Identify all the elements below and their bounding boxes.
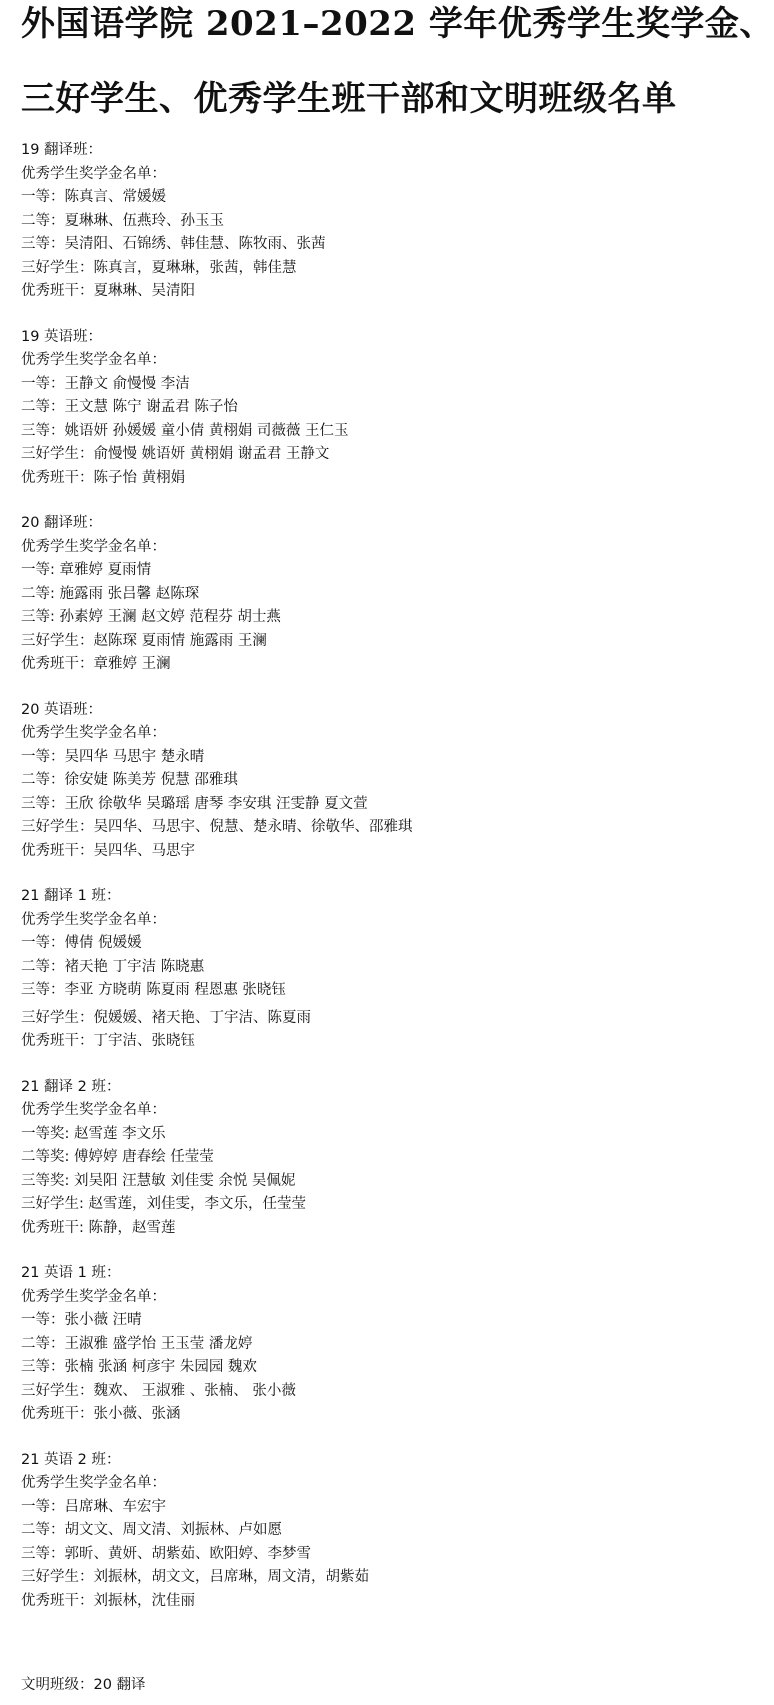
class-section-20-english — [21, 699, 661, 864]
class-name: 19 翻译班： — [21, 142, 103, 158]
class-cadre-line: 优秀班干：吴四华、马思宇 — [21, 842, 195, 859]
second-prize-line: 二等：褚天艳 丁宇洁 陈晓惠 — [21, 958, 205, 975]
merit-student-line: 三好学生：魏欢、 王淑雅 、张楠、 张小薇 — [21, 1382, 296, 1399]
class-name: 20 翻译班： — [21, 515, 103, 531]
class-section-21-translation-2 — [21, 1076, 661, 1241]
first-prize-line: 一等：吴四华 马思宇 楚永晴 — [21, 748, 205, 765]
first-prize-line: 一等: 章雅婷 夏雨情 — [21, 562, 152, 578]
second-prize-line: 二等：夏琳琳、伍燕玲、孙玉玉 — [21, 212, 224, 229]
class-section-21-translation-1 — [21, 885, 661, 1054]
merit-student-line: 三好学生: 赵雪莲，刘佳雯，李文乐，任莹莹 — [21, 1196, 306, 1212]
second-prize-line: 二等: 施露雨 张吕馨 赵陈琛 — [21, 585, 200, 602]
third-prize-line: 三等：张楠 张涵 柯彦宇 朱园园 魏欢 — [21, 1359, 257, 1375]
second-prize-line: 二等：王淑雅 盛学怡 王玉莹 潘龙婷 — [21, 1335, 253, 1352]
class-cadre-line: 优秀班干：章雅婷 王澜 — [21, 656, 171, 672]
first-prize-line: 一等：张小薇 汪晴 — [21, 1312, 142, 1328]
third-prize-line: 三等：王欣 徐敬华 吴璐瑶 唐琴 李安琪 汪雯静 夏文萱 — [21, 795, 368, 812]
first-prize-line: 一等：陈真言、常媛媛 — [21, 189, 166, 205]
third-prize-line: 三等: 孙素婷 王澜 赵文婷 范程芬 胡士燕 — [21, 609, 281, 625]
first-prize-line: 一等：王静文 俞慢慢 李洁 — [21, 375, 190, 392]
scholarship-heading: 优秀学生奖学金名单： — [21, 1475, 166, 1491]
class-name: 21 英语 1 班： — [21, 1265, 121, 1281]
class-cadre-line: 优秀班干：张小薇、张涵 — [21, 1406, 181, 1422]
second-prize-line: 二等：王文慧 陈宁 谢孟君 陈子怡 — [21, 399, 238, 415]
class-section-19-translation — [21, 139, 661, 304]
first-prize-line: 一等奖: 赵雪莲 李文乐 — [21, 1125, 166, 1142]
third-prize-line: 三等：李亚 方晓萌 陈夏雨 程恩惠 张晓钰 — [21, 982, 286, 998]
merit-student-line: 三好学生：陈真言，夏琳琳，张茜，韩佳慧 — [21, 259, 297, 276]
scholarship-heading: 优秀学生奖学金名单： — [21, 165, 166, 182]
class-name: 21 翻译 1 班： — [21, 888, 121, 904]
merit-student-line: 三好学生：刘振林，胡文文，吕席琳，周文清，胡紫茹 — [21, 1569, 369, 1585]
scholarship-heading: 优秀学生奖学金名单： — [21, 538, 166, 555]
merit-student-line: 三好学生：赵陈琛 夏雨情 施露雨 王澜 — [21, 632, 267, 649]
page-title-line-2: 三好学生、优秀学生班干部和文明班级名单 — [21, 79, 677, 119]
class-section-19-english — [21, 326, 661, 491]
award-list — [21, 139, 661, 1635]
third-prize-line: 三等：吴清阳、石锦绣、韩佳慧、陈牧雨、张茜 — [21, 236, 326, 252]
civilized-class-line: 文明班级：20 翻译 — [21, 1677, 146, 1693]
scholarship-heading: 优秀学生奖学金名单： — [21, 911, 166, 928]
second-prize-line: 二等：胡文文、周文清、刘振林、卢如愿 — [21, 1522, 282, 1538]
class-name: 21 翻译 2 班： — [21, 1078, 121, 1095]
class-cadre-line: 优秀班干：刘振林，沈佳丽 — [21, 1592, 195, 1609]
class-section-20-translation — [21, 512, 661, 677]
first-prize-line: 一等：吕席琳、车宏宇 — [21, 1498, 166, 1515]
first-prize-line: 一等：傅倩 倪媛媛 — [21, 935, 142, 951]
scholarship-heading: 优秀学生奖学金名单： — [21, 725, 166, 741]
scholarship-heading: 优秀学生奖学金名单： — [21, 1102, 166, 1118]
class-cadre-line: 优秀班干：陈子怡 黄栩娟 — [21, 469, 186, 486]
merit-student-line: 三好学生：俞慢慢 姚语妍 黄栩娟 谢孟君 王静文 — [21, 446, 330, 462]
class-section-21-english-1 — [21, 1262, 661, 1427]
scholarship-heading: 优秀学生奖学金名单： — [21, 1288, 166, 1305]
second-prize-line: 二等：徐安婕 陈美芳 倪慧 邵雅琪 — [21, 772, 238, 788]
class-cadre-line: 优秀班干：夏琳琳、吴清阳 — [21, 283, 195, 299]
merit-student-line: 三好学生：吴四华、马思宇、倪慧、楚永晴、徐敬华、邵雅琪 — [21, 819, 413, 835]
class-cadre-line: 优秀班干: 陈静，赵雪莲 — [21, 1219, 176, 1236]
scholarship-heading: 优秀学生奖学金名单： — [21, 352, 166, 368]
third-prize-line: 三等：郭昕、黄妍、胡紫茹、欧阳婷、李梦雪 — [21, 1545, 311, 1562]
class-section-21-english-2 — [21, 1449, 661, 1614]
third-prize-line: 三等：姚语妍 孙媛媛 童小倩 黄栩娟 司薇薇 王仁玉 — [21, 422, 349, 439]
second-prize-line: 二等奖: 傅婷婷 唐春绘 任莹莹 — [21, 1149, 214, 1165]
class-cadre-line: 优秀班干：丁宇洁、张晓钰 — [21, 1033, 195, 1049]
class-name: 21 英语 2 班： — [21, 1451, 121, 1468]
page-title-line-1: 外国语学院 2021–2022 学年优秀学生奖学金、 — [21, 4, 774, 44]
class-name: 20 英语班： — [21, 701, 103, 718]
third-prize-line: 三等奖: 刘吴阳 汪慧敏 刘佳雯 余悦 吴佩妮 — [21, 1172, 296, 1189]
class-name: 19 英语班： — [21, 328, 103, 345]
merit-student-line: 三好学生：倪媛媛、褚天艳、丁宇洁、陈夏雨 — [21, 1009, 311, 1026]
